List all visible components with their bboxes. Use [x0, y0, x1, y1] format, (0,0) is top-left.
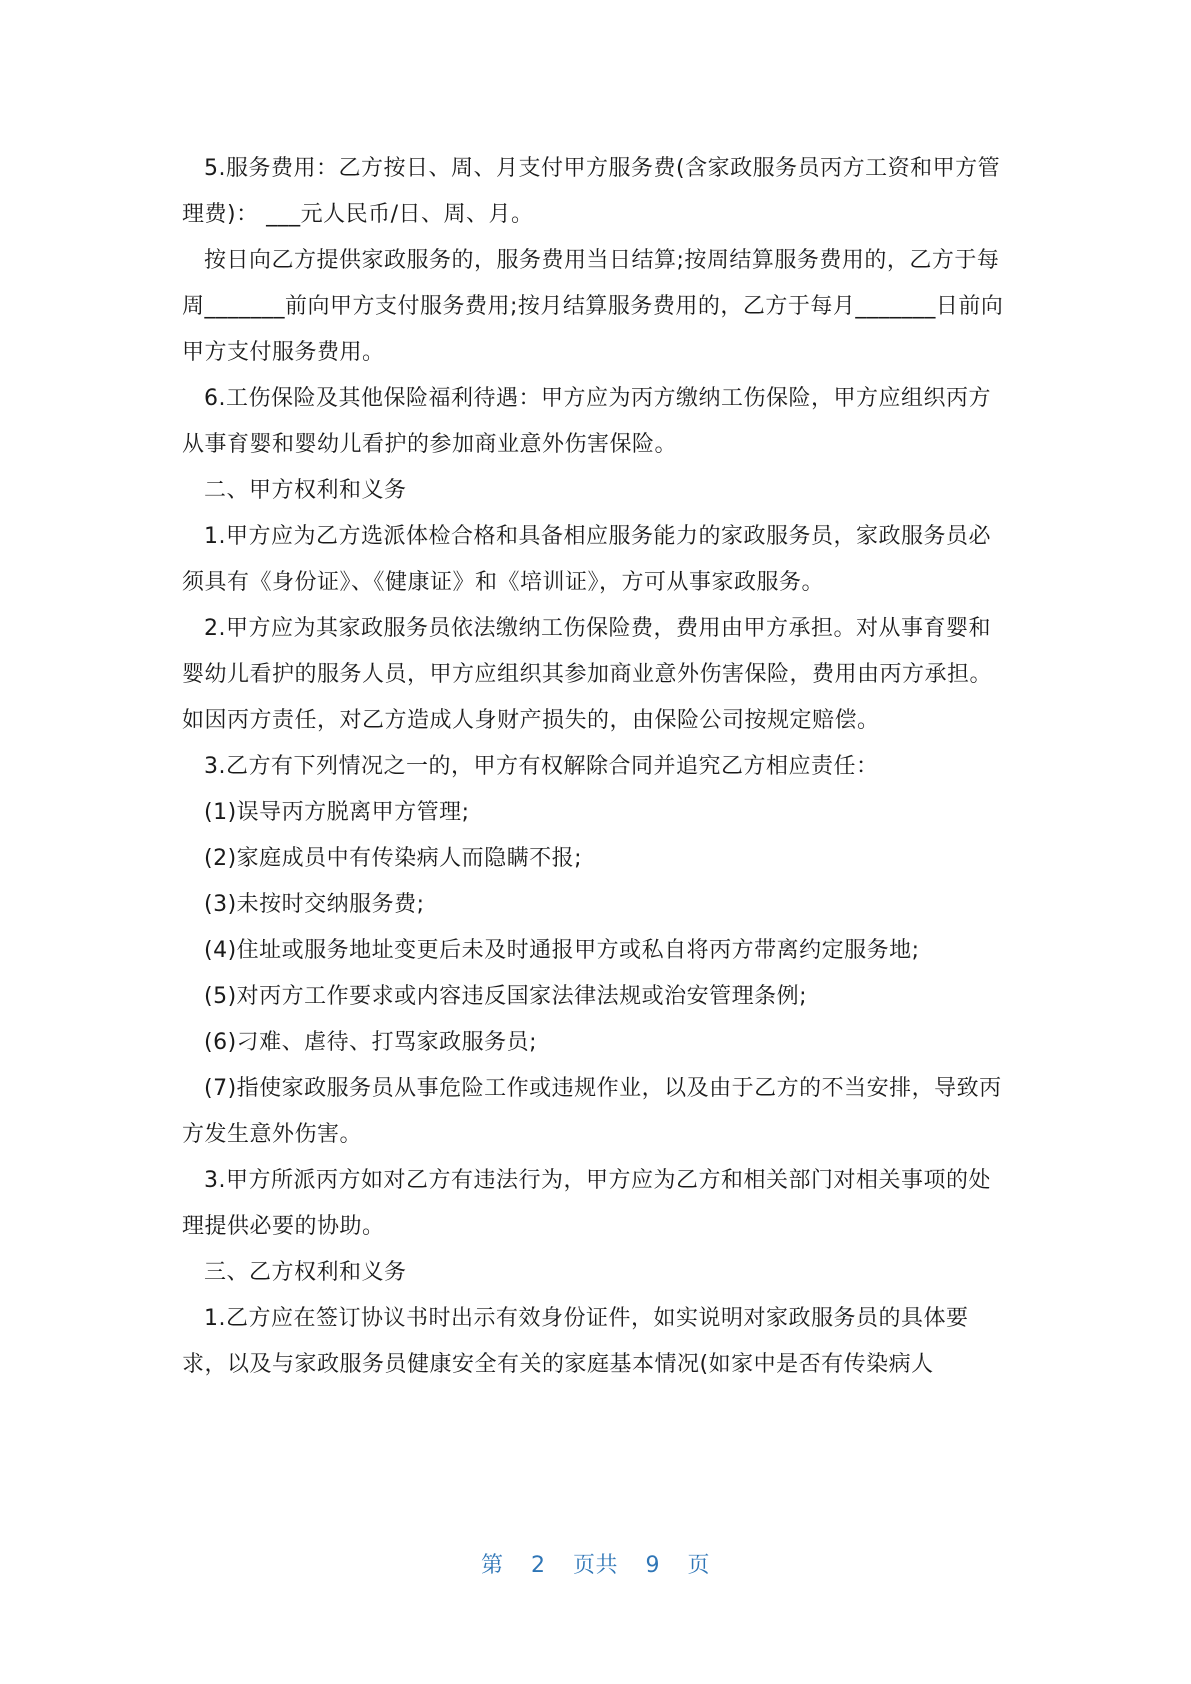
footer-prefix: 第 [480, 1553, 504, 1578]
list-item: (7)指使家政服务员从事危险工作或违规作业，以及由于乙方的不当安排，导致丙方发生意外伤害。 [182, 1076, 1002, 1147]
paragraph-settlement: 按日向乙方提供家政服务的，服务费用当日结算;按周结算服务费用的，乙方于每周_______前向甲方支付服务费用;按月结算服务费用的，乙方于每月_______日前向甲方支付服务费用。 [182, 248, 1004, 365]
current-page-number: 2 [530, 1553, 546, 1578]
paragraph-party-a-assist: 3.甲方所派丙方如对乙方有违法行为，甲方应为乙方和相关部门对相关事项的处理提供必要的协助。 [182, 1168, 991, 1239]
list-item: (2)家庭成员中有传染病人而隐瞒不报; [204, 846, 583, 871]
list-item: (3)未按时交纳服务费; [204, 892, 425, 917]
paragraph-service-fee: 5.服务费用：乙方按日、周、月支付甲方服务费(含家政服务员丙方工资和甲方管理费)： ___元人民币/日、周、月。 [182, 156, 1001, 227]
page-footer [0, 1548, 1191, 1579]
paragraph-party-b-1: 1.乙方应在签订协议书时出示有效身份证件，如实说明对家政服务员的具体要求，以及与家政服务员健康安全有关的家庭基本情况(如家中是否有传染病人 [182, 1306, 969, 1377]
list-item: (5)对丙方工作要求或内容违反国家法律法规或治安管理条例; [204, 984, 808, 1009]
footer-suffix: 页 [687, 1553, 711, 1578]
list-item: (4)住址或服务地址变更后未及时通报甲方或私自将丙方带离约定服务地; [204, 938, 920, 963]
paragraph-party-a-2: 2.甲方应为其家政服务员依法缴纳工伤保险费，费用由甲方承担。对从事育婴和婴幼儿看护的服务人员，甲方应组织其参加商业意外伤害保险，费用由丙方承担。如因丙方责任，对乙方造成人身财产损失的，由保险公司按规定赔偿。 [182, 616, 993, 733]
paragraph-party-a-1: 1.甲方应为乙方选派体检合格和具备相应服务能力的家政服务员，家政服务员必须具有《身份证》、《健康证》和《培训证》，方可从事家政服务。 [182, 524, 991, 595]
document-body [182, 146, 1012, 1388]
footer-middle: 页共 [572, 1553, 618, 1578]
list-item: (6)刁难、虐待、打骂家政服务员; [204, 1030, 538, 1055]
list-item: (1)误导丙方脱离甲方管理; [204, 800, 470, 825]
paragraph-party-a-3: 3.乙方有下列情况之一的，甲方有权解除合同并追究乙方相应责任： [204, 754, 879, 779]
paragraph-insurance: 6.工伤保险及其他保险福利待遇：甲方应为丙方缴纳工伤保险，甲方应组织丙方从事育婴和婴幼儿看护的参加商业意外伤害保险。 [182, 386, 991, 457]
total-pages-number: 9 [645, 1553, 660, 1578]
section-heading-party-b: 三、乙方权利和义务 [204, 1260, 407, 1285]
section-heading-party-a: 二、甲方权利和义务 [204, 478, 407, 503]
